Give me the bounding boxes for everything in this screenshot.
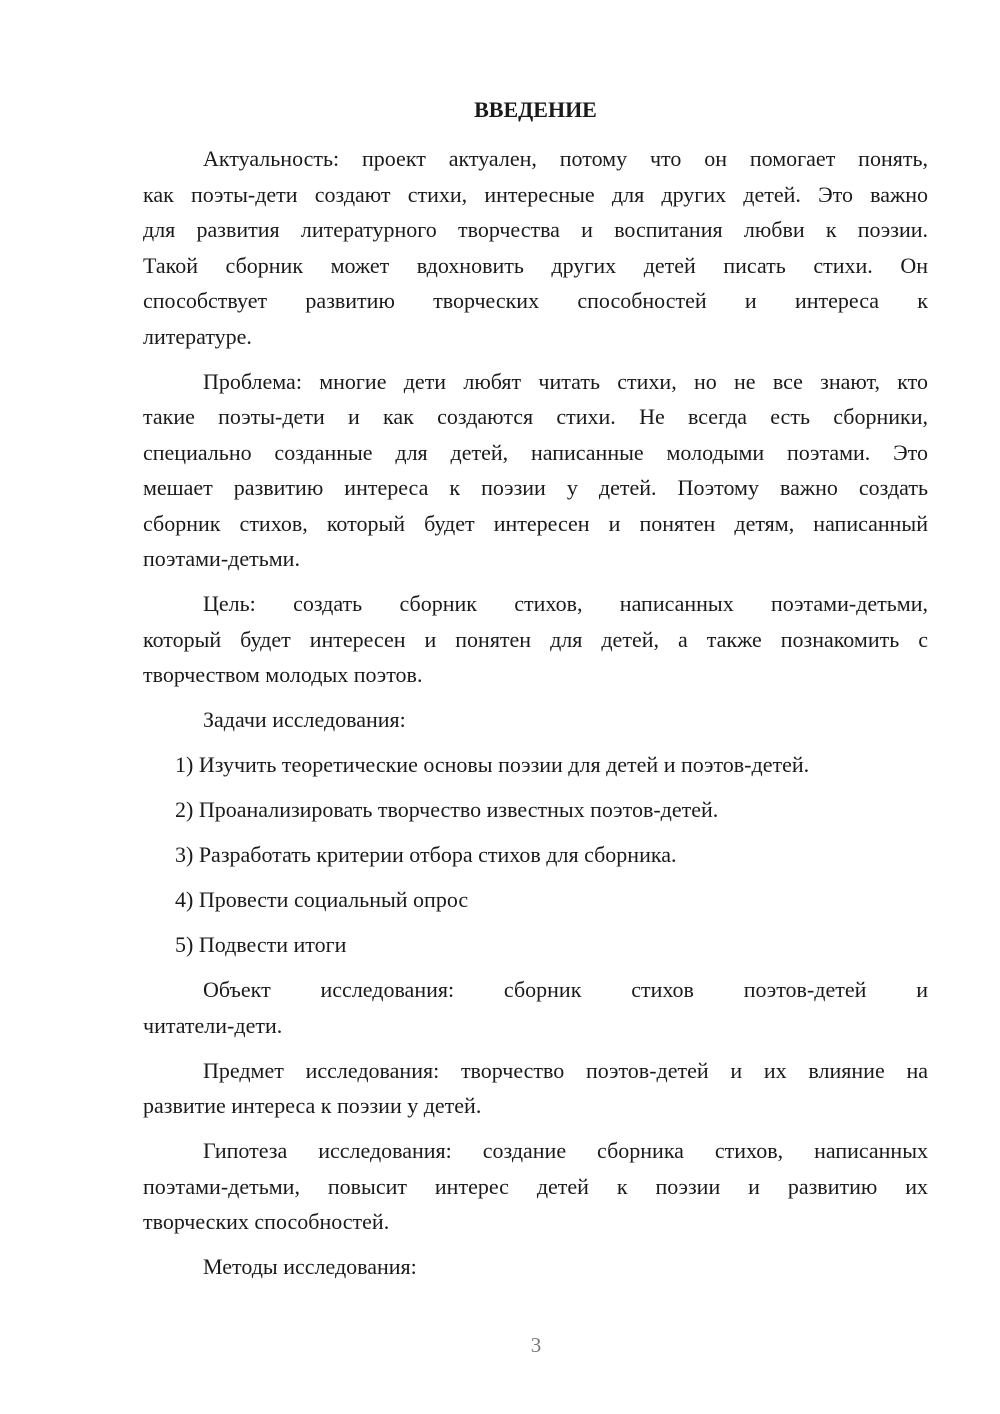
text-line: Такой сборник может вдохновить других детей писать стихи. Он [143, 252, 928, 278]
task-item [143, 747, 928, 783]
hypothesis-paragraph [143, 1133, 928, 1240]
text-line: способствует развитию творческих способностей и интереса к [143, 288, 928, 313]
text-line: который будет интересен и понятен для детей, а также познакомить с [143, 626, 928, 652]
document-body [143, 141, 928, 1285]
text-line: творчеством молодых поэтов. [143, 662, 423, 687]
object-paragraph [143, 972, 928, 1043]
text-line: 3) Разработать критерии отбора стихов для сборника. [175, 842, 677, 867]
text-line: Предмет исследования: творчество поэтов-детей и их влияние на [203, 1057, 928, 1083]
text-line: сборник стихов, который будет интересен и понятен детям, написанный [143, 510, 928, 536]
text-line: Цель: создать сборник стихов, написанных поэтами-детьми, [203, 591, 928, 616]
text-line: Методы исследования: [203, 1254, 417, 1279]
text-line: Гипотеза исследования: создание сборника стихов, написанных [203, 1138, 928, 1163]
text-line: Актуальность: проект актуален, потому что он помогает понять, [203, 146, 928, 171]
text-line: мешает развитию интереса к поэзии у детей. Поэтому важно создать [143, 475, 928, 500]
text-line: развитие интереса к поэзии у детей. [143, 1093, 482, 1118]
subject-paragraph [143, 1053, 928, 1124]
text-line: Объект исследования: сборник стихов поэтов-детей и [203, 977, 928, 1002]
problem-paragraph [143, 364, 928, 577]
text-line: Проблема: многие дети любят читать стихи, но не все знают, кто [203, 368, 928, 394]
text-line: для развития литературного творчества и воспитания любви к поэзии. [143, 217, 928, 242]
task-item [143, 837, 928, 873]
relevance-paragraph [143, 141, 928, 354]
task-item [143, 792, 928, 828]
text-line: 4) Провести социальный опрос [175, 887, 469, 912]
tasks-heading [143, 702, 928, 738]
section-title: ВВЕДЕНИЕ [474, 97, 597, 122]
text-line: творческих способностей. [143, 1209, 390, 1234]
document-page [143, 92, 928, 1294]
text-line: 5) Подвести итоги [175, 932, 347, 957]
text-line: поэтами-детьми. [143, 546, 300, 571]
methods-heading [143, 1249, 928, 1285]
text-line: 1) Изучить теоретические основы поэзии для детей и поэтов-детей. [175, 752, 810, 777]
text-line: Задачи исследования: [203, 707, 406, 732]
text-line: такие поэты-дети и как создаются стихи. Не всегда есть сборники, [143, 404, 928, 429]
text-line: поэтами-детьми, повысит интерес детей к поэзии и развитию их [143, 1173, 928, 1199]
text-line: как поэты-дети создают стихи, интересные для других детей. Это важно [143, 181, 928, 207]
text-line: 2) Проанализировать творчество известных поэтов-детей. [175, 797, 719, 822]
task-item [143, 927, 928, 963]
page-number: 3 [530, 1333, 542, 1357]
task-item [143, 882, 928, 918]
text-line: читатели-дети. [143, 1012, 283, 1038]
text-line: литературе. [143, 323, 252, 349]
text-line: специально созданные для детей, написанные молодыми поэтами. Это [143, 439, 928, 465]
goal-paragraph [143, 586, 928, 693]
